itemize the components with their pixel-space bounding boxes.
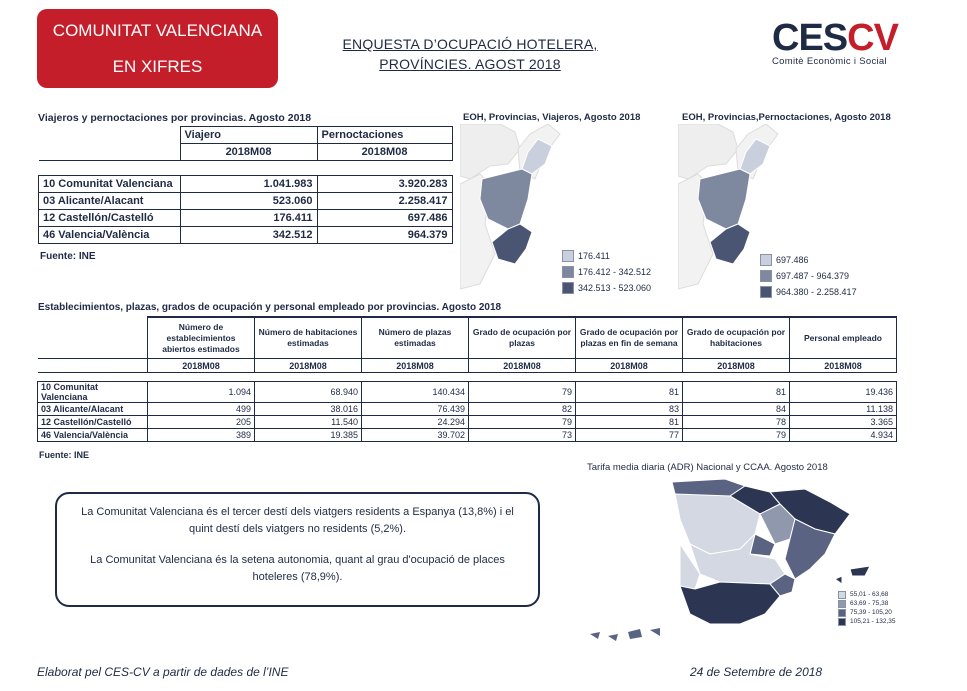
- table2-source: Fuente: INE: [39, 450, 90, 460]
- legend-swatch: [838, 609, 846, 617]
- row-value: 84: [683, 403, 790, 416]
- row-value: 81: [576, 416, 683, 429]
- table-row: [39, 210, 453, 227]
- col-header: Personal empleado: [790, 317, 897, 359]
- col-header: Número de plazas estimadas: [362, 317, 469, 359]
- map3-legend: [838, 590, 896, 626]
- row-value: 389: [148, 429, 255, 442]
- row-label: 12 Castellón/Castelló: [38, 416, 148, 429]
- table-row: [38, 403, 897, 416]
- establishments-table: [37, 316, 897, 442]
- table1-caption: Viajeros y pernoctaciones por provincias. Agosto 2018: [38, 112, 312, 124]
- row-value: 24.294: [362, 416, 469, 429]
- row-value: 1.094: [148, 382, 255, 403]
- note-paragraph-2: La Comunitat Valenciana és la setena autonomia, quant al grau d'ocupació de places hoteleres (78,9%).: [90, 554, 505, 583]
- title-line2: PROVÍNCIES. AGOST 2018: [379, 56, 561, 72]
- map1-caption: EOH, Provincias, Viajeros, Agosto 2018: [463, 112, 641, 123]
- table-row: [38, 429, 897, 442]
- province-alicante: [492, 224, 532, 264]
- legend-label: 55,01 - 63,68: [850, 591, 889, 598]
- col-header: Número de habitaciones estimadas: [255, 317, 362, 359]
- row-value: 4.934: [790, 429, 897, 442]
- col-header: Grado de ocupación por plazas: [469, 317, 576, 359]
- row-label: 10 Comunitat Valenciana: [38, 382, 148, 403]
- title-line1: ENQUESTA D’OCUPACIÓ HOTELERA,: [342, 36, 598, 52]
- row-value: 82: [469, 403, 576, 416]
- period-cell: 2018M08: [317, 144, 452, 161]
- row-value: 342.512: [180, 227, 317, 244]
- row-value: 77: [576, 429, 683, 442]
- row-value: 38.016: [255, 403, 362, 416]
- row-value: 68.940: [255, 382, 362, 403]
- row-value: 81: [683, 382, 790, 403]
- row-value: 1.041.983: [180, 176, 317, 193]
- legend-label: 697.486: [776, 255, 809, 265]
- row-value: 19.385: [255, 429, 362, 442]
- footer-credit: Elaborat pel CES-CV a partir de dades de l’INE: [37, 665, 289, 679]
- row-value: 3.920.283: [317, 176, 452, 193]
- legend-swatch: [838, 591, 846, 599]
- legend-swatch: [760, 270, 772, 282]
- logo-word-a: CES: [772, 17, 848, 59]
- row-value: 73: [469, 429, 576, 442]
- row-value: 140.434: [362, 382, 469, 403]
- map2-caption: EOH, Provincias,Pernoctaciones, Agosto 2018: [682, 112, 891, 123]
- period-cell: 2018M08: [790, 359, 897, 373]
- table-row: [39, 193, 453, 210]
- legend-label: 63,69 - 75,38: [850, 600, 889, 607]
- cescv-logo: [772, 18, 932, 78]
- row-label: 46 Valencia/València: [38, 429, 148, 442]
- legend-swatch: [838, 600, 846, 608]
- period-cell: 2018M08: [683, 359, 790, 373]
- legend-label: 697.487 - 964.379: [776, 271, 850, 281]
- legend-label: 342.513 - 523.060: [578, 283, 652, 293]
- legend-label: 176.412 - 342.512: [578, 267, 652, 277]
- period-cell: 2018M08: [180, 144, 317, 161]
- badge-line1: COMUNITAT VALENCIANA: [52, 21, 263, 40]
- table-row: [39, 227, 453, 244]
- row-value: 81: [576, 382, 683, 403]
- legend-swatch: [760, 254, 772, 266]
- legend-label: 105,21 - 132,35: [850, 618, 896, 625]
- row-value: 78: [683, 416, 790, 429]
- legend-label: 176.411: [578, 251, 610, 261]
- row-value: 2.258.417: [317, 193, 452, 210]
- table-row: [38, 382, 897, 403]
- row-value: 39.702: [362, 429, 469, 442]
- period-cell: 2018M08: [576, 359, 683, 373]
- row-value: 176.411: [180, 210, 317, 227]
- row-value: 964.379: [317, 227, 452, 244]
- logo-subtitle: Comitè Econòmic i Social: [772, 56, 887, 67]
- row-label: 12 Castellón/Castelló: [39, 210, 181, 227]
- header-badge: [37, 9, 278, 88]
- legend-swatch: [562, 250, 574, 262]
- highlight-note: [55, 492, 540, 607]
- row-value: 11.540: [255, 416, 362, 429]
- table-row: [38, 416, 897, 429]
- col-header: Número de establecimientos abiertos estimados: [148, 317, 255, 359]
- row-value: 523.060: [180, 193, 317, 210]
- map2-legend: [760, 252, 857, 300]
- row-value: 205: [148, 416, 255, 429]
- period-cell: 2018M08: [255, 359, 362, 373]
- legend-swatch: [562, 266, 574, 278]
- travellers-table: [38, 126, 453, 244]
- legend-swatch: [562, 282, 574, 294]
- row-value: 499: [148, 403, 255, 416]
- document-title: [300, 34, 640, 74]
- legend-swatch: [760, 286, 772, 298]
- map-spain-adr: [580, 474, 900, 654]
- map3-caption: Tarifa media diaria (ADR) Nacional y CCAA. Agosto 2018: [587, 462, 828, 473]
- table2-caption: Establecimientos, plazas, grados de ocupación y personal empleado por provincias. Agosto 2018: [38, 302, 502, 313]
- row-value: 697.486: [317, 210, 452, 227]
- row-value: 11.138: [790, 403, 897, 416]
- row-value: 19.436: [790, 382, 897, 403]
- table1-source: Fuente: INE: [40, 251, 96, 262]
- row-value: 76.439: [362, 403, 469, 416]
- province-valencia: [480, 169, 532, 229]
- row-label: 03 Alicante/Alacant: [38, 403, 148, 416]
- row-label: 46 Valencia/València: [39, 227, 181, 244]
- logo-word-b: CV: [847, 17, 898, 59]
- row-value: 79: [469, 416, 576, 429]
- col-header: Grado de ocupación por habitaciones: [683, 317, 790, 359]
- row-label: 03 Alicante/Alacant: [39, 193, 181, 210]
- row-value: 79: [683, 429, 790, 442]
- row-value: 83: [576, 403, 683, 416]
- map1-legend: [562, 248, 651, 296]
- badge-line2: EN XIFRES: [112, 57, 203, 76]
- note-paragraph-1: La Comunitat Valenciana és el tercer destí dels viatgers residents a Espanya (13,8%) i el quint destí dels viatgers no residents (5,2%).: [81, 506, 514, 535]
- row-label: 10 Comunitat Valenciana: [39, 176, 181, 193]
- col-viajero: Viajero: [180, 127, 317, 144]
- legend-swatch: [838, 618, 846, 626]
- legend-label: 964.380 - 2.258.417: [776, 287, 857, 297]
- col-pernoctaciones: Pernoctaciones: [317, 127, 452, 144]
- period-cell: 2018M08: [469, 359, 576, 373]
- col-header: Grado de ocupación por plazas en fin de semana: [576, 317, 683, 359]
- row-value: 3.365: [790, 416, 897, 429]
- table-row: [39, 176, 453, 193]
- legend-label: 75,39 - 105,20: [850, 609, 892, 616]
- period-cell: 2018M08: [362, 359, 469, 373]
- province-valencia: [698, 169, 750, 229]
- period-cell: 2018M08: [148, 359, 255, 373]
- province-alicante: [710, 224, 750, 264]
- row-value: 79: [469, 382, 576, 403]
- footer-date: 24 de Setembre de 2018: [690, 665, 823, 679]
